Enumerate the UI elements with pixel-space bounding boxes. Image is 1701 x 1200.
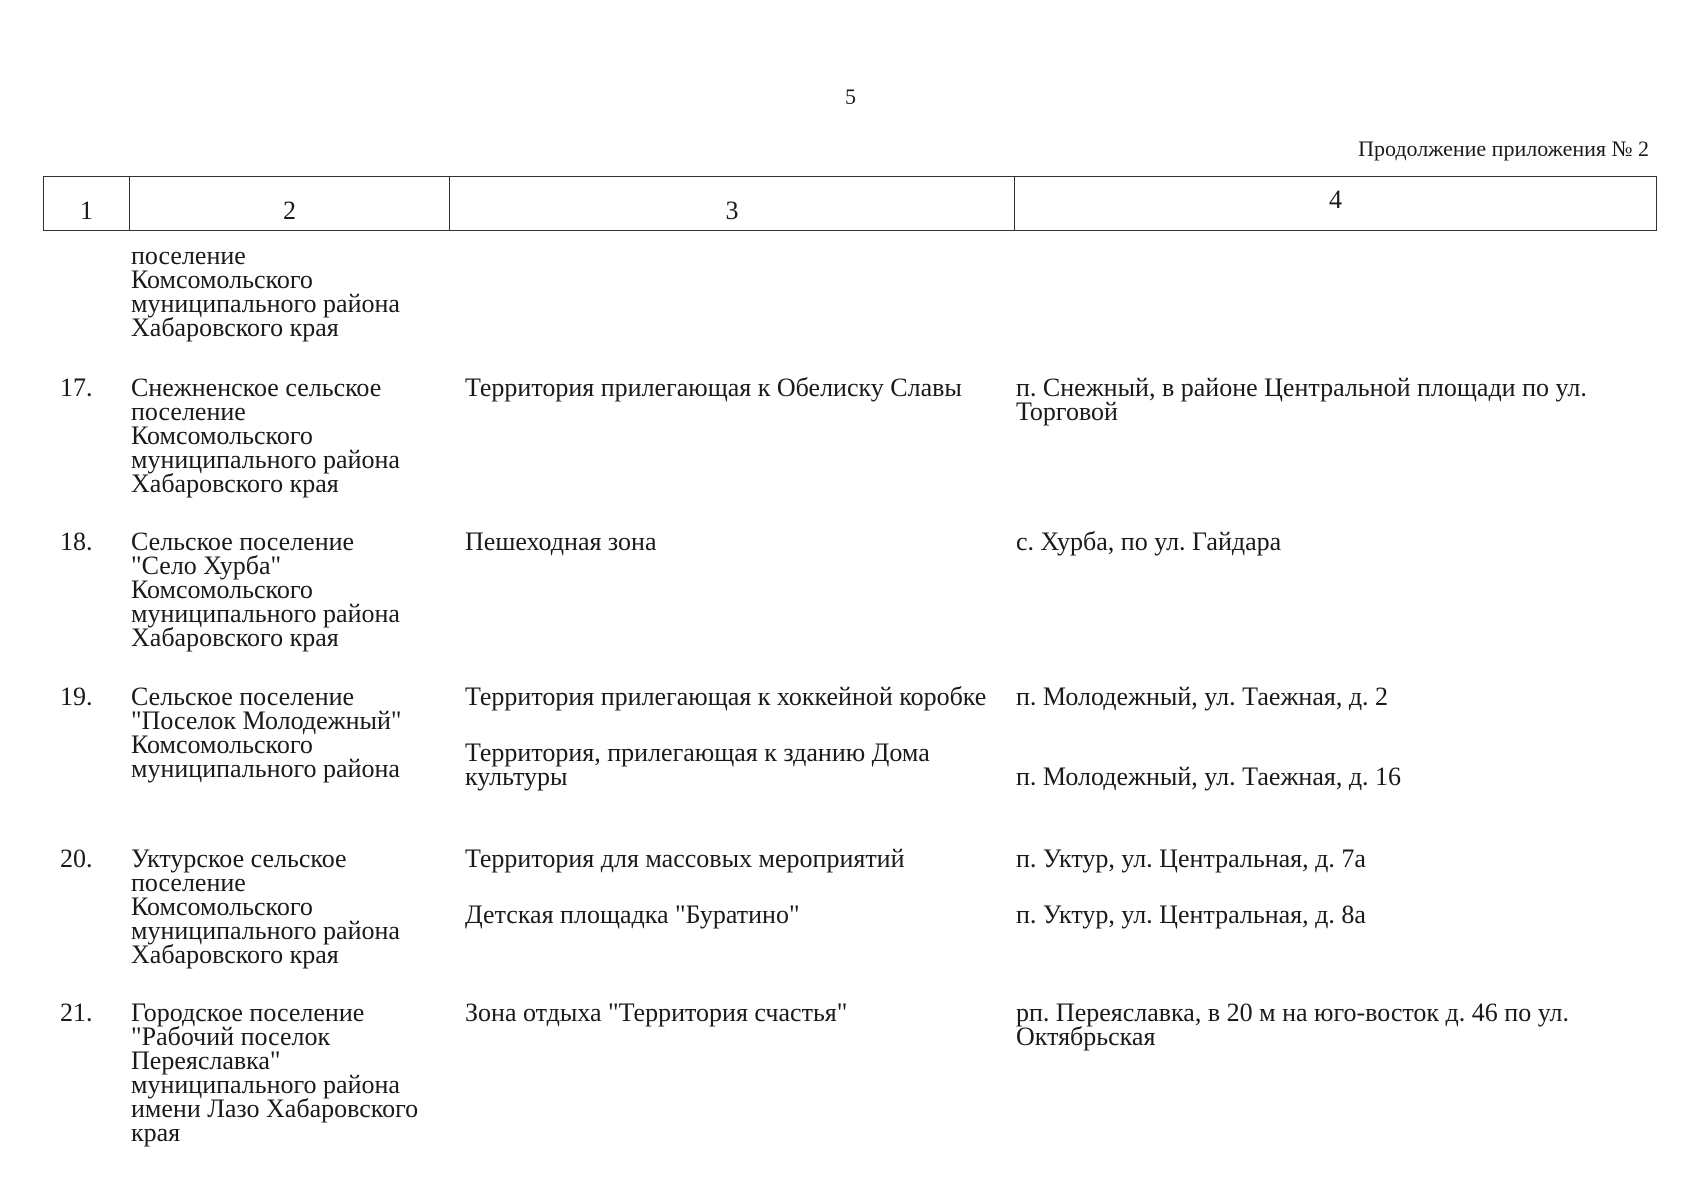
column-header-row [43,176,1657,231]
continuation-label: Продолжение приложения № 2 [1358,136,1649,161]
municipality-name: Уктурское сельское поселение Комсомольского муниципального района Хабаровского края [131,844,400,969]
row-number: 19. [60,682,93,711]
row-number: 18. [60,527,93,556]
territory-name: Территория прилегающая к хоккейной коробке [465,682,987,711]
territory-list [465,373,1005,402]
territory-address: п. Молодежный, ул. Таежная, д. 2 [1016,682,1389,711]
address-list [1016,844,1616,929]
territory-list [465,527,1005,556]
territory-list [465,844,1005,929]
header-col-2: 2 [130,177,450,230]
territory-address: п. Уктур, ул. Центральная, д. 7а [1016,844,1366,873]
municipality-name: Городское поселение "Рабочий поселок Переяславка" муниципального района имени Лазо Хабаровского края [131,998,419,1147]
territory-name: Пешеходная зона [465,527,657,556]
territory-list [465,682,1005,791]
carryover-municipality: поселение Комсомольского муниципального района Хабаровского края [131,241,400,342]
territory-address: с. Хурба, по ул. Гайдара [1016,527,1282,556]
page-number: 5 [845,84,856,109]
territory-name: Территория для массовых мероприятий [465,844,905,873]
header-col-1: 1 [44,177,130,230]
address-list [1016,373,1616,426]
header-col-3: 3 [450,177,1015,230]
municipality-name: Сельское поселение "Поселок Молодежный" Комсомольского муниципального района [131,682,402,783]
territory-name: Территория прилегающая к Обелиску Славы [465,373,962,402]
territory-list [465,998,1005,1027]
row-number: 21. [60,998,93,1027]
territory-address: п. Снежный, в районе Центральной площади по ул. Торговой [1016,373,1587,426]
row-number: 20. [60,844,93,873]
address-list [1016,682,1616,791]
territory-name: Детская площадка "Буратино" [465,900,800,929]
row-number: 17. [60,373,93,402]
address-list [1016,998,1616,1051]
territory-name: Территория, прилегающая к зданию Дома культуры [465,738,930,791]
header-col-4: 4 [1329,184,1342,214]
territory-address: п. Молодежный, ул. Таежная, д. 16 [1016,762,1402,791]
territory-name: Зона отдыха "Территория счастья" [465,998,848,1027]
address-list [1016,527,1616,556]
municipality-name: Сельское поселение "Село Хурба" Комсомольского муниципального района Хабаровского края [131,527,400,652]
territory-address: рп. Переяславка, в 20 м на юго-восток д. 46 по ул. Октябрьская [1016,998,1570,1051]
territory-address: п. Уктур, ул. Центральная, д. 8а [1016,900,1366,929]
municipality-name: Снежненское сельское поселение Комсомольского муниципального района Хабаровского края [131,373,400,498]
